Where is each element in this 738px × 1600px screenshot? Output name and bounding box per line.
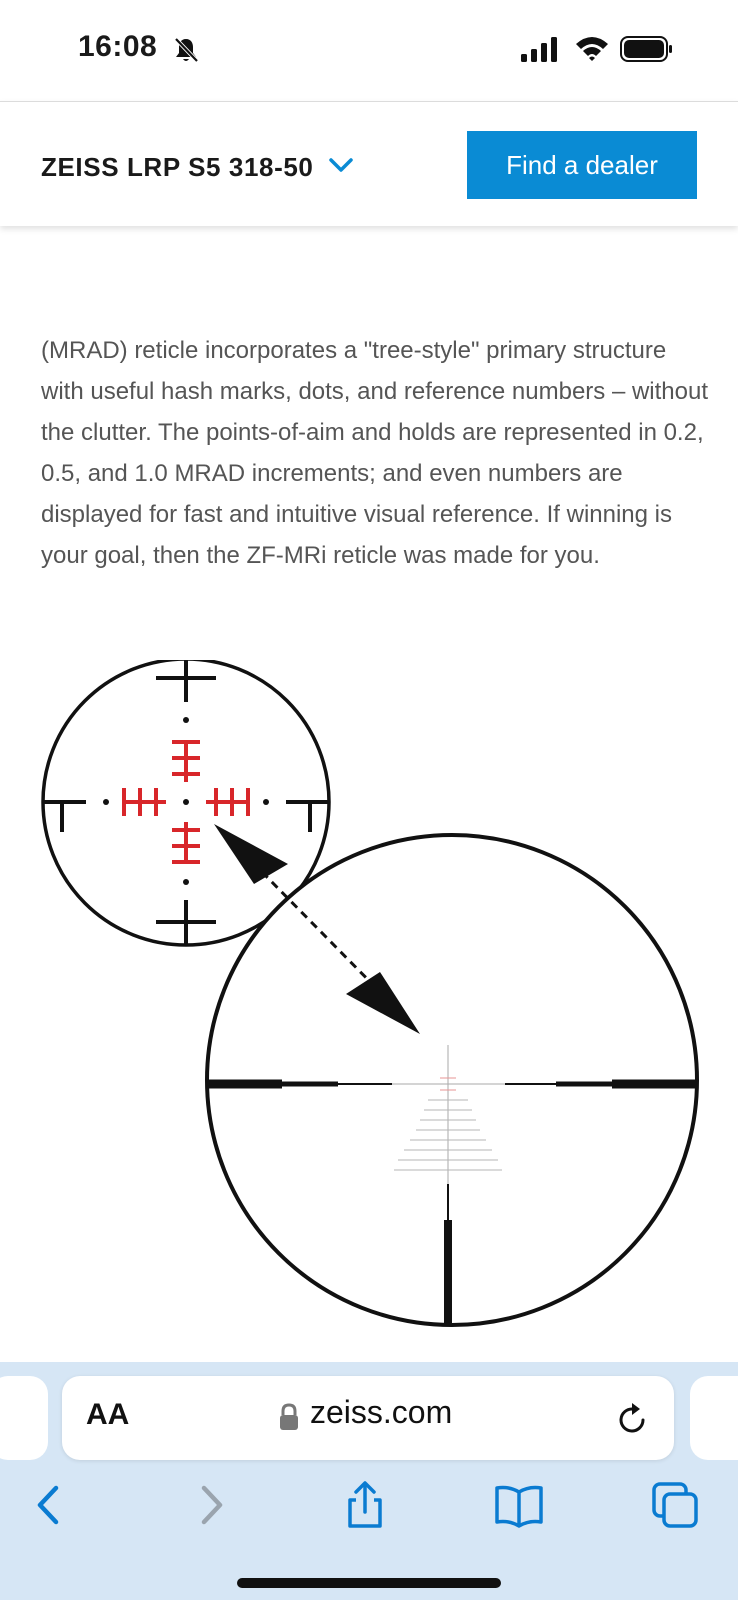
address-bar[interactable] — [62, 1376, 674, 1460]
next-tab-preview[interactable] — [690, 1376, 738, 1460]
back-icon[interactable] — [26, 1480, 76, 1530]
bookmarks-icon[interactable] — [494, 1480, 544, 1530]
reticle-description: (MRAD) reticle incorporates a "tree-style" primary structure with useful hash marks, dots, and reference numbers – without the clutter. The points-of-aim and holds are represented in 0.2, 0.5, and 1.0 MRAD increments; and even numbers are displayed for fast and intuitive visual reference. If winning is your goal, then the ZF-MRi reticle was made for you. — [41, 337, 709, 569]
reticle-illustration — [0, 660, 738, 1340]
status-bar — [0, 0, 738, 100]
full-reticle-circle — [207, 835, 697, 1325]
lock-icon — [278, 1402, 300, 1432]
product-title[interactable]: ZEISS LRP S5 318-50 — [41, 152, 314, 182]
reader-options-button[interactable]: AA — [86, 1398, 130, 1431]
tabs-icon[interactable] — [650, 1480, 700, 1530]
product-header — [0, 101, 738, 226]
wifi-icon — [574, 34, 610, 62]
home-indicator — [237, 1578, 501, 1588]
find-dealer-button[interactable]: Find a dealer — [467, 131, 697, 199]
url-domain[interactable]: zeiss.com — [310, 1394, 453, 1430]
previous-tab-preview[interactable] — [0, 1376, 48, 1460]
browser-toolbar — [0, 1362, 738, 1600]
chevron-down-icon[interactable] — [328, 154, 354, 176]
signal-icon — [520, 36, 560, 62]
battery-icon — [620, 36, 674, 62]
forward-icon[interactable] — [184, 1480, 234, 1530]
status-time: 16:08 — [78, 30, 158, 63]
share-icon[interactable] — [340, 1480, 390, 1530]
bell-slash-icon — [172, 36, 200, 64]
reload-icon[interactable] — [616, 1400, 650, 1436]
